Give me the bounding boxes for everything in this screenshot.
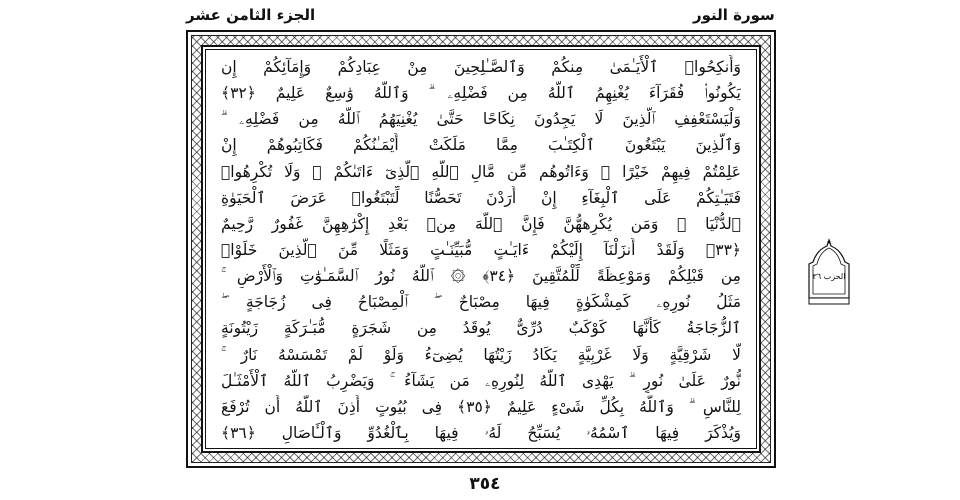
verse-line: لِلنَّاسِ ۗ وَٱللَّهُ بِكُلِّ شَىْءٍ عَلِيمٌ ﴿٣٥﴾ فِى بُيُوتٍ أَذِنَ ٱللَّهُ أَن تُرْفَعَ — [221, 397, 741, 416]
verse-line: مِن قَبْلِكُمْ وَمَوْعِظَةً لِّلْمُتَّقِينَ ﴿٣٤﴾ ۞ ٱللَّهُ نُورُ ٱلسَّمَـٰوَٰتِ وَٱلْأَرْضِ ۚ — [221, 267, 741, 286]
verse-line: وَٱلَّذِينَ يَبْتَغُونَ ٱلْكِتَـٰبَ مِمَّا مَلَكَتْ أَيْمَـٰنُكُمْ فَكَاتِبُوهُمْ إِنْ — [221, 136, 741, 155]
page-number: ٣٥٤ — [469, 474, 501, 494]
ornamental-border — [191, 35, 771, 463]
verse-line: لَّا شَرْقِيَّةٍ وَلَا غَرْبِيَّةٍ يَكَادُ زَيْتُهَا يُضِىٓءُ وَلَوْ لَمْ تَمْسَسْهُ نَارٌ ۚ — [221, 345, 741, 364]
surah-title: سورة النور — [693, 6, 775, 24]
juz-title: الجزء الثامن عشر — [186, 6, 316, 24]
verse-text-area — [201, 45, 761, 453]
hizb-label: الحزب ٣٦ — [812, 272, 846, 281]
verse-line: فَتَيَـٰتِكُمْ عَلَى ٱلْبِغَآءِ إِنْ أَرَدْنَ تَحَصُّنًا لِّتَبْتَغُوا۟ عَرَضَ ٱلْحَيَوٰةِ — [221, 188, 741, 207]
verse-line: وَيُذْكَرَ فِيهَا ٱسْمُهُۥ يُسَبِّحُ لَهُۥ فِيهَا بِٱلْغُدُوِّ وَٱلْـَٔاصَالِ ﴿٣٦﴾ — [221, 423, 741, 442]
verse-line: وَأَنكِحُوا۟ ٱلْأَيَـٰمَىٰ مِنكُمْ وَٱلصَّـٰلِحِينَ مِنْ عِبَادِكُمْ وَإِمَآئِكُمْ إِن — [221, 58, 741, 76]
verse-line: يَكُونُوا۟ فُقَرَآءَ يُغْنِهِمُ ٱللَّهُ مِن فَضْلِهِۦ ۗ وَٱللَّهُ وَٰسِعٌ عَلِيمٌ ﴿٣٢﴾ — [221, 84, 741, 103]
verse-line: عَلِمْتُمْ فِيهِمْ خَيْرًا ۖ وَءَاتُوهُم مِّن مَّالِ ٱللَّهِ ٱلَّذِىٓ ءَاتَىٰكُمْ ۚ وَلَا تُكْرِهُوا۟ — [221, 162, 741, 181]
verse-line: ٱلدُّنْيَا ۚ وَمَن يُكْرِههُّنَّ فَإِنَّ ٱللَّهَ مِنۢ بَعْدِ إِكْرَٰهِهِنَّ غَفُورٌ رَّحِيمٌ — [221, 214, 741, 233]
verse-line: مَثَلُ نُورِهِۦ كَمِشْكَوٰةٍ فِيهَا مِصْبَاحٌ ۖ ٱلْمِصْبَاحُ فِى زُجَاجَةٍ ۖ — [221, 293, 741, 312]
verse-line: ٱلزُّجَاجَةُ كَأَنَّهَا كَوْكَبٌ دُرِّىٌّ يُوقَدُ مِن شَجَرَةٍ مُّبَـٰرَكَةٍ زَيْتُونَةٍ — [221, 319, 741, 338]
page-frame — [186, 30, 776, 468]
verse-line: نُّورٌ عَلَىٰ نُورٍ ۗ يَهْدِى ٱللَّهُ لِنُورِهِۦ مَن يَشَآءُ ۚ وَيَضْرِبُ ٱللَّهُ ٱلْأَمْثَـٰلَ — [221, 371, 741, 390]
verse-line: ﴿٣٣﴾ وَلَقَدْ أَنزَلْنَآ إِلَيْكُمْ ءَايَـٰتٍ مُّبَيِّنَـٰتٍ وَمَثَلًا مِّنَ ٱلَّذِينَ خَلَوْا۟ — [221, 240, 741, 259]
verse-line: وَلْيَسْتَعْفِفِ ٱلَّذِينَ لَا يَجِدُونَ نِكَاحًا حَتَّىٰ يُغْنِيَهُمُ ٱللَّهُ مِن فَضْلِهِۦ ۗ — [221, 110, 741, 129]
